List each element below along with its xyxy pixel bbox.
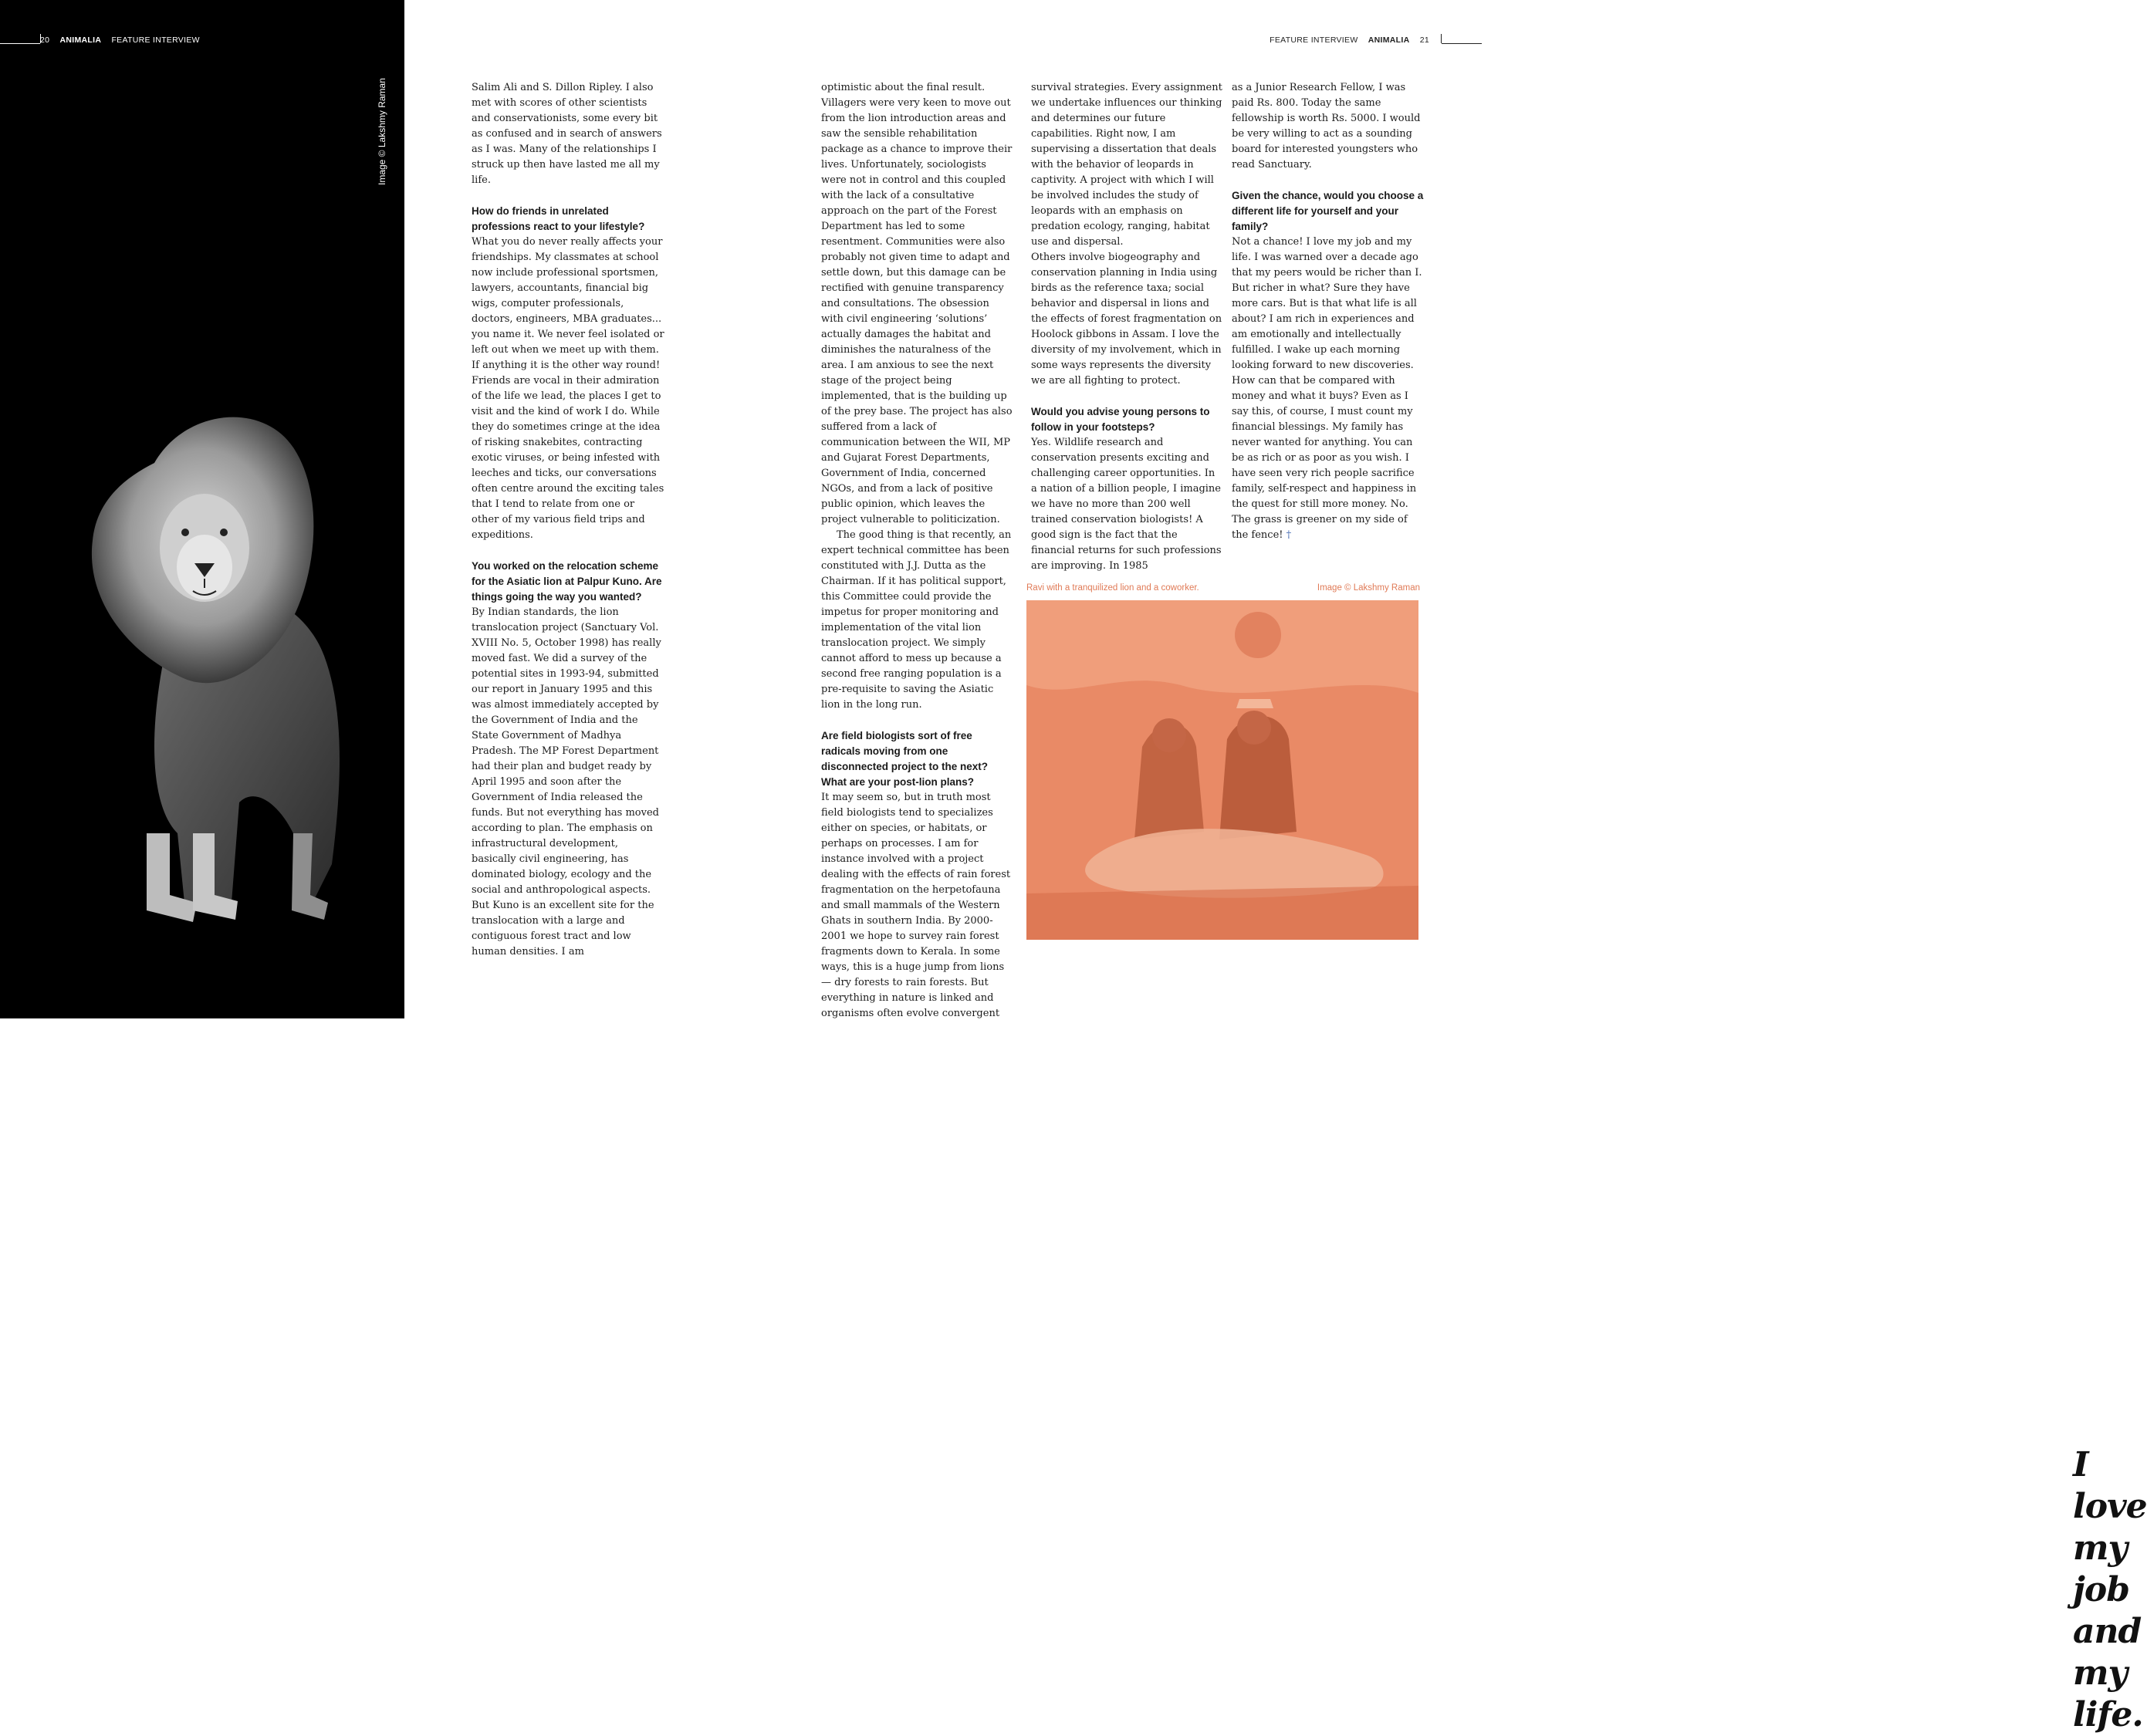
magazine-name-right: ANIMALIA: [1368, 35, 1410, 45]
paragraph: By Indian standards, the lion translocation project (Sanctuary Vol. XVIII No. 5, October 1998) has really moved fast. We did a survey of the potential sites in 1993-94, submitted our report in January 1995 and this was almost immediately accepted by the Government of India and the State Government of Madhya Pradesh. The MP Forest Department had their plan and budget ready by April 1995 and soon after the Government of India released the funds. But not everything has moved according to plan. The emphasis on infrastructural development, basically civil engineering, has dominated biology, ecology and the social and anthropological aspects. But Kuno is an excellent site for the translocation with a large and contiguous forest tract and low human densities. I am: [472, 606, 661, 958]
article-column-4: [1232, 80, 1425, 543]
header-left: [40, 35, 208, 45]
header-tick-right: [1441, 34, 1442, 43]
page-number-left: 20: [40, 35, 50, 45]
pull-quote-line: I love my job: [2073, 1445, 2147, 1609]
end-mark: †: [1286, 529, 1292, 541]
paragraph: optimistic about the final result. Villagers were very keen to move out from the lion introduction areas and saw the sensible rehabilitation package as a chance to improve their lives. Unfortunately, sociologists were not in control and this coupled with the lack of a consultative approach on the part of the Forest Department has led to some resentment. Communities were also probably not given time to adapt and settle down, but this damage can be rectified with genuine transparency and consultations. The obsession with civil engineering ‘solutions’ actually damages the habitat and diminishes the naturalness of the area. I am anxious to see the next stage of the project being implemented, that is the building up of the prey base. The project has also suffered from a lack of communication between the WII, MP and Gujarat Forest Departments, Government of India, concerned NGOs, and from a lack of positive public opinion, which leaves the project vulnerable to politicization.: [821, 82, 1013, 525]
field-photo: [1026, 600, 2147, 1734]
interview-question: Given the chance, would you choose a different life for yourself and your family?: [1232, 190, 1424, 232]
page-number-right: 21: [1419, 35, 1429, 45]
article-column-1: [472, 80, 664, 960]
paragraph: Others involve biogeography and conservation planning in India using birds as the reference taxa; social behavior and dispersal in lions and the effects of forest fragmentation on Hoolock gibbons in Assam. I love the diversity of my involvement, which in some ways represents the diversity we are all fighting to protect.: [1031, 252, 1222, 387]
interview-question: How do friends in unrelated professions react to your lifestyle?: [472, 205, 645, 232]
paragraph: [1232, 235, 1425, 543]
paragraph: The good thing is that recently, an expert technical committee has been constituted with J.J. Dutta as the Chairman. If it has political support, this Committee could provide the impetus for proper monitoring and implementation of the vital lion translocation project. We simply cannot afford to mess up because a second free ranging population is a pre-requisite to saving the Asiatic lion in the long run.: [821, 529, 1012, 711]
section-name-left: FEATURE INTERVIEW: [111, 35, 200, 45]
photo-caption: Ravi with a tranquilized lion and a coworker.: [1026, 583, 1199, 593]
interview-question: Would you advise young persons to follow in your footsteps?: [1031, 406, 1210, 433]
interview-question: You worked on the relocation scheme for the Asiatic lion at Palpur Kuno. Are things going the way you wanted?: [472, 560, 662, 603]
pull-quote: [2073, 1444, 2147, 1736]
paragraph: What you do never really affects your friendships. My classmates at school now include professional sportsmen, lawyers, accountants, financial big wigs, computer professionals, doctors, engineers, MBA graduates... you name it. We never feel isolated or left out when we meet up with them. If anything it is the other way round! Friends are vocal in their admiration of the life we lead, the places I get to visit and the kind of work I do. While they do sometimes cringe at the idea of risking snakebites, contracting exotic viruses, or being infested with leeches and ticks, our conversations often centre around the exciting tales that I tend to relate from one or other of my various field trips and expeditions.: [472, 236, 664, 541]
section-name-right: FEATURE INTERVIEW: [1270, 35, 1358, 45]
lion-image-credit-text: Image © Lakshmy Raman: [377, 78, 387, 185]
interview-question: Are field biologists sort of free radicals moving from one disconnected project to the next? What are your post-lion plans?: [821, 730, 989, 788]
article-column-2: [821, 80, 1014, 1022]
paragraph: as a Junior Research Fellow, I was paid Rs. 800. Today the same fellowship is worth Rs. 5000. I would be very willing to act as a sounding board for interested youngsters who read Sanctuary.: [1232, 82, 1421, 171]
field-photo-illustration: [1026, 600, 1418, 940]
lion-image-credit: [374, 78, 389, 239]
header-rule-left: [0, 43, 40, 44]
photo-credit: Image © Lakshmy Raman: [1317, 583, 1420, 593]
paragraph: Yes. Wildlife research and conservation presents exciting and challenging career opportunities. In a nation of a billion people, I imagine we have no more than 200 well trained conservation biologists! A good sign is the fact that the financial returns for such professions are improving. In 1985: [1031, 437, 1222, 572]
header-right: [1262, 35, 1429, 45]
paragraph: Salim Ali and S. Dillon Ripley. I also met with scores of other scientists and conservationists, some every bit as confused and in search of answers as I was. Many of the relationships I struck up then have lasted me all my life.: [472, 82, 662, 186]
pull-quote-line: and my life.: [2073, 1612, 2143, 1734]
paragraph: It may seem so, but in truth most field biologists tend to specializes either on species, or habitats, or perhaps on processes. I am for instance involved with a project dealing with the effects of rain forest fragmentation on the herpetofauna and small mammals of the Western Ghats in southern India. By 2000-2001 we hope to survey rain forest fragments down to Kerala. In some ways, this is a huge jump from lions — dry forests to rain forests. But everything in nature is linked and organisms often evolve convergent: [821, 792, 1011, 1019]
answer-text: Not a chance! I love my job and my life. I was warned over a decade ago that my peers would be richer than I. But richer in what? Sure they have more cars. But is that what life is all about? I am rich in experiences and am emotionally and intellectually fulfilled. I wake up each morning looking forward to new discoveries. How can that be compared with money and what it buys? Even as I say this, of course, I must count my financial blessings. My family has never wanted for anything. You can be as rich or as poor as you wish. I have seen very rich people sacrifice family, self-respect and happiness in the quest for still more money. No. The grass is greener on my side of the fence!: [1232, 236, 1422, 541]
paragraph: survival strategies. Every assignment we undertake influences our thinking and determines our future capabilities. Right now, I am supervising a dissertation that deals with the behavior of leopards in captivity. A project with which I will be involved includes the study of leopards with an emphasis on predation ecology, ranging, habitat use and dispersal.: [1031, 82, 1222, 248]
magazine-name-left: ANIMALIA: [59, 35, 102, 45]
header-rule-right: [1442, 43, 1482, 44]
article-column-3: [1031, 80, 1224, 574]
lion-photo: [62, 401, 386, 941]
